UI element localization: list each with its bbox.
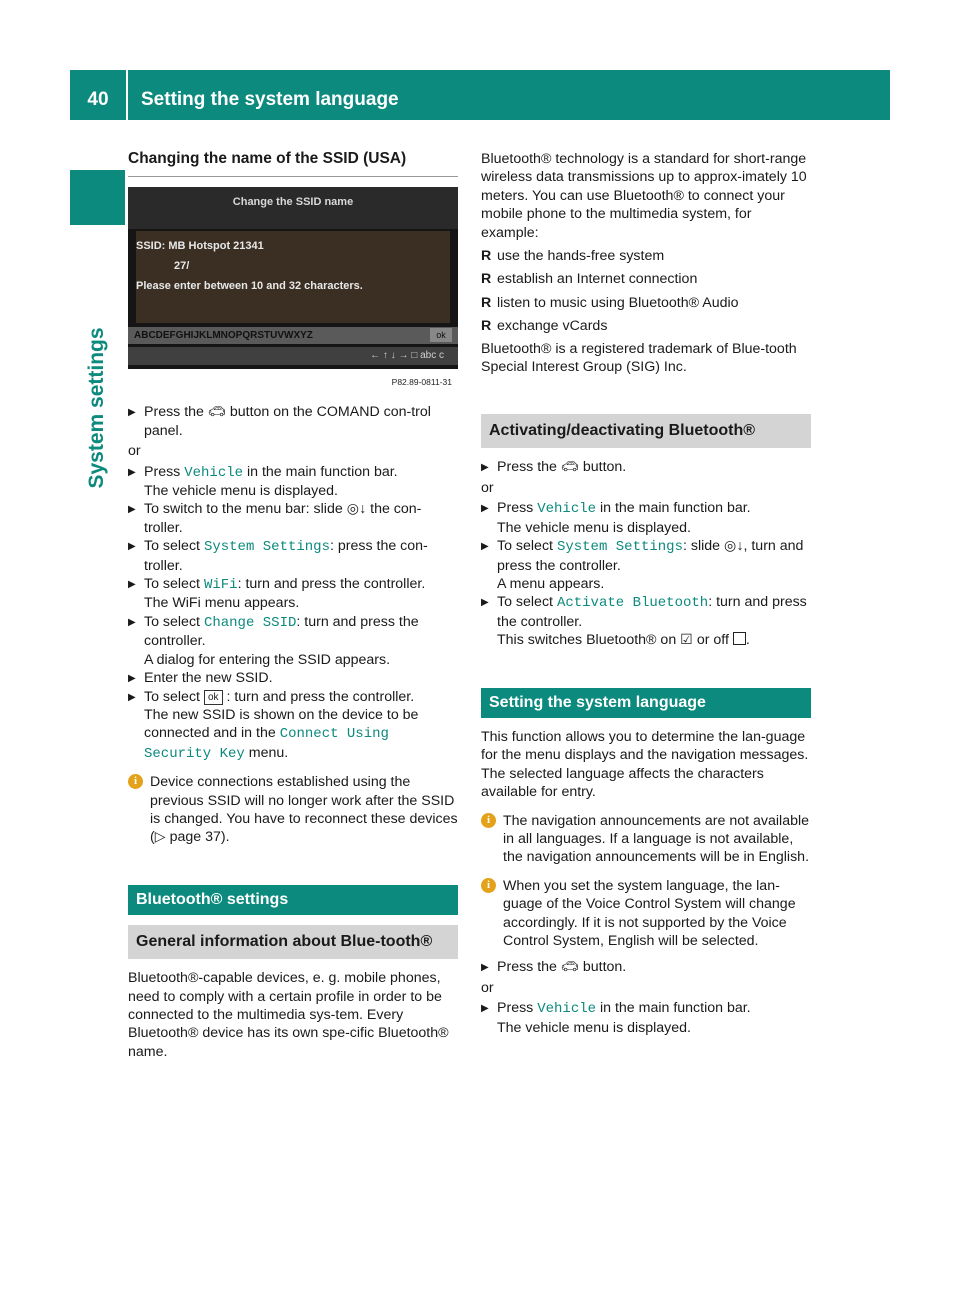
info-icon: i: [481, 878, 496, 893]
header-divider: [126, 70, 128, 120]
screenshot-control-row: ← ↑ ↓ → □ abc c: [128, 347, 458, 365]
screenshot-hint: Please enter between 10 and 32 characters.: [136, 280, 363, 293]
step-enter-ssid: ▶ Enter the new SSID.: [128, 669, 458, 687]
general-paragraph: Bluetooth®-capable devices, e. g. mobile phones, need to comply with a certain profile in order to be connected to the multimedia sys-tem. Every Bluetooth® device has its own spe-cific Bluetooth® name.: [128, 970, 449, 1060]
step-press-vehicle: ▶ Press Vehicle in the main function bar. The vehicle menu is displayed.: [481, 499, 811, 537]
section-heading-language: Setting the system language: [481, 688, 811, 718]
page-title: Setting the system language: [141, 89, 399, 110]
controller-slide-icon: ◎↓: [346, 501, 367, 518]
ssid-screenshot: [128, 187, 458, 389]
info-icon: i: [481, 813, 496, 828]
list-item: R exchange vCards: [481, 317, 811, 335]
step-press-vehicle: ▶ Press Vehicle in the main function bar. The vehicle menu is displayed.: [481, 999, 811, 1037]
screenshot-reference: P82.89-0811-31: [391, 377, 452, 388]
screenshot-title: Change the SSID name: [232, 196, 354, 209]
bluetooth-intro: Bluetooth® technology is a standard for short-range wireless data transmissions up to approx-imately 10 meters. You can use Bluetooth® to connect your mobile phone to the multimedia system, for example:: [481, 151, 807, 241]
info-note-voice-control: i When you set the system language, the lan-guage of the Voice Control System will change accordingly. If it is not supported by the Voice Control System, English will be selected.: [481, 877, 811, 951]
screenshot-ok-key: ok: [430, 328, 452, 342]
section-heading-ssid: Changing the name of the SSID (USA): [128, 150, 458, 177]
controller-slide-icon: ◎↓: [724, 538, 744, 555]
step-select-activate-bluetooth: ▶ To select Activate Bluetooth: turn and press the controller. This switches Bluetooth® on ☑ or off .: [481, 593, 811, 649]
step-press-button: ▶ Press the 🚗︎ button.: [481, 958, 811, 976]
step-select-system-settings: ▶ To select System Settings: press the con-troller.: [128, 537, 458, 575]
info-icon: i: [128, 774, 143, 789]
info-note-ssid: i Device connections established using the previous SSID will no longer work after the SSID is changed. You have to reconnect these devices (▷ page 37).: [128, 773, 458, 847]
or-text: or: [481, 979, 494, 996]
list-item: R use the hands-free system: [481, 247, 811, 265]
screenshot-keyboard: ABCDEFGHIJKLMNOPQRSTUVWXYZ: [128, 327, 458, 344]
section-heading-bluetooth: Bluetooth® settings: [128, 885, 458, 915]
ok-icon: ok: [204, 690, 223, 705]
car-icon: 🚗︎: [560, 459, 579, 476]
step-select-ok: ▶ To select ok : turn and press the controller. The new SSID is shown on the device to be connected and in the Connect Using Security Key menu.: [128, 688, 458, 764]
side-tab-block: [70, 170, 125, 225]
side-tab-label: System settings: [85, 327, 108, 489]
list-item: R listen to music using Bluetooth® Audio: [481, 294, 811, 312]
subsection-heading-activate: Activating/deactivating Bluetooth®: [481, 414, 811, 448]
step-press-button: ▶ Press the 🚗︎ button on the COMAND con-trol panel.: [128, 403, 458, 440]
info-note-navigation: i The navigation announcements are not available in all languages. If a language is not available, the navigation announcements will be in English.: [481, 812, 811, 867]
vehicle-menu-term: Vehicle: [184, 464, 244, 481]
car-icon: 🚗︎: [560, 959, 579, 976]
step-press-button: ▶ Press the 🚗︎ button.: [481, 458, 811, 476]
page-number: 40: [87, 89, 109, 110]
screenshot-counter: 27/: [174, 260, 190, 273]
or-text: or: [481, 479, 494, 496]
language-paragraph: This function allows you to determine the lan-guage for the menu displays and the navigation messages. The selected language affects the characters available for entry.: [481, 728, 809, 801]
trademark-note: Bluetooth® is a registered trademark of Blue-tooth Special Interest Group (SIG) Inc.: [481, 340, 797, 376]
step-select-system-settings: ▶ To select System Settings: slide ◎↓, turn and press the controller. A menu appears.: [481, 537, 811, 593]
right-column: [481, 150, 811, 1037]
step-switch-menubar: ▶ To switch to the menu bar: slide ◎↓ the con-troller.: [128, 500, 458, 537]
list-item: R establish an Internet connection: [481, 270, 811, 288]
step-press-vehicle: ▶ Press Vehicle in the main function bar. The vehicle menu is displayed.: [128, 463, 458, 501]
left-column: [128, 150, 458, 1061]
subsection-heading-general: General information about Blue-tooth®: [128, 925, 458, 959]
car-icon: 🚗︎: [207, 404, 226, 421]
checkbox-unchecked-icon: [733, 632, 746, 645]
step-select-wifi: ▶ To select WiFi: turn and press the controller. The WiFi menu appears.: [128, 575, 458, 613]
or-text: or: [128, 443, 141, 460]
screenshot-ssid: SSID: MB Hotspot 21341: [136, 240, 264, 253]
step-select-change-ssid: ▶ To select Change SSID: turn and press the controller. A dialog for entering the SSID appears.: [128, 613, 458, 669]
checkbox-checked-icon: ☑: [680, 632, 693, 649]
